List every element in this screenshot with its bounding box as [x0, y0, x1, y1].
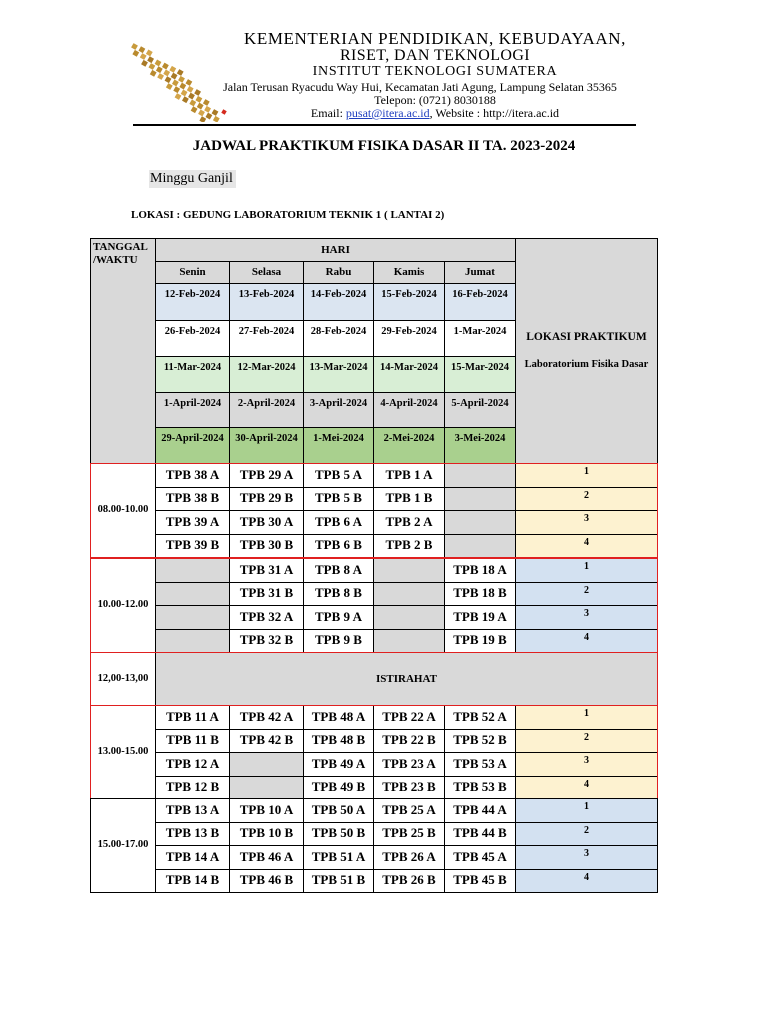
class-cell: TPB 39 B: [155, 534, 230, 559]
class-cell: TPB 53 A: [444, 752, 516, 777]
class-cell: TPB 44 A: [444, 798, 516, 823]
lab-number: 2: [515, 822, 658, 847]
class-cell: TPB 1 B: [373, 487, 445, 512]
class-cell: TPB 42 A: [229, 705, 304, 730]
lab-number: 2: [515, 487, 658, 512]
class-cell: TPB 9 B: [303, 629, 374, 654]
logo-tile: [165, 76, 172, 83]
logo-tile: [166, 83, 173, 90]
class-cell: TPB 26 B: [373, 869, 445, 894]
logo-tile: [156, 66, 163, 73]
class-cell: TPB 25 A: [373, 798, 445, 823]
lab-number: 4: [515, 869, 658, 894]
class-cell: TPB 2 B: [373, 534, 445, 559]
logo-tile: [178, 76, 185, 83]
class-cell: TPB 13 A: [155, 798, 230, 823]
ministry-name-2: RISET, DAN TEKNOLOGI: [339, 47, 531, 64]
date-cell: 1-April-2024: [155, 392, 230, 428]
date-cell: 5-April-2024: [444, 392, 516, 428]
date-cell: 1-Mar-2024: [444, 320, 516, 357]
lokasi-header: [515, 238, 658, 464]
letterhead-divider: [133, 124, 636, 126]
website: , Website : http://itera.ac.id: [429, 106, 560, 120]
empty-cell: [229, 752, 304, 777]
class-cell: TPB 22 B: [373, 729, 445, 754]
date-cell: 3-April-2024: [303, 392, 374, 428]
date-cell: 1-Mei-2024: [303, 427, 374, 464]
date-cell: 29-April-2024: [155, 427, 230, 464]
logo-tile: [150, 70, 157, 77]
class-cell: TPB 10 A: [229, 798, 304, 823]
class-cell: TPB 51 A: [303, 845, 374, 870]
logo-tile: [177, 69, 184, 76]
logo-tile: [172, 79, 179, 86]
class-cell: TPB 31 A: [229, 558, 304, 583]
class-cell: TPB 32 A: [229, 605, 304, 630]
empty-cell: [373, 605, 445, 630]
empty-cell: [155, 558, 230, 583]
class-cell: TPB 11 A: [155, 705, 230, 730]
logo-tile: [147, 56, 154, 63]
empty-cell: [444, 487, 516, 512]
empty-cell: [444, 463, 516, 488]
empty-cell: [373, 558, 445, 583]
empty-cell: [229, 776, 304, 801]
lab-number: 1: [515, 798, 658, 823]
date-cell: 2-April-2024: [229, 392, 304, 428]
class-cell: TPB 2 A: [373, 510, 445, 535]
class-cell: TPB 42 B: [229, 729, 304, 754]
date-cell: 11-Mar-2024: [155, 356, 230, 393]
logo-tile: [157, 73, 164, 80]
empty-cell: [444, 534, 516, 559]
logo-tile: [185, 79, 192, 86]
logo-tile: [163, 69, 170, 76]
class-cell: TPB 30 B: [229, 534, 304, 559]
day-header: Selasa: [229, 261, 304, 284]
date-cell: 13-Feb-2024: [229, 283, 304, 321]
logo-tile: [146, 49, 153, 56]
email-link[interactable]: pusat@itera.ac.id: [345, 106, 430, 120]
logo-tile: [171, 73, 178, 80]
class-cell: TPB 51 B: [303, 869, 374, 894]
class-cell: TPB 13 B: [155, 822, 230, 847]
class-cell: TPB 44 B: [444, 822, 516, 847]
ministry-name: KEMENTERIAN PENDIDIKAN, KEBUDAYAAN,: [243, 29, 627, 48]
logo-tile: [141, 60, 148, 67]
class-cell: TPB 46 A: [229, 845, 304, 870]
day-header: Kamis: [373, 261, 445, 284]
date-cell: 4-April-2024: [373, 392, 445, 428]
class-cell: TPB 50 B: [303, 822, 374, 847]
location-line: LOKASI : GEDUNG LABORATORIUM TEKNIK 1 ( LANTAI 2): [131, 209, 445, 221]
class-cell: TPB 11 B: [155, 729, 230, 754]
class-cell: TPB 52 B: [444, 729, 516, 754]
phone: Telepon: (0721) 8030188: [374, 93, 496, 107]
contact-line: [190, 106, 680, 121]
class-cell: TPB 48 A: [303, 705, 374, 730]
class-cell: TPB 19 A: [444, 605, 516, 630]
class-cell: TPB 12 A: [155, 752, 230, 777]
date-cell: 27-Feb-2024: [229, 320, 304, 357]
time-slot: 10.00-12.00: [90, 558, 156, 653]
class-cell: TPB 6 A: [303, 510, 374, 535]
class-cell: TPB 48 B: [303, 729, 374, 754]
logo-tile: [132, 50, 139, 57]
institute-name: INSTITUT TEKNOLOGI SUMATERA: [312, 64, 558, 79]
class-cell: TPB 52 A: [444, 705, 516, 730]
logo-tile: [175, 93, 182, 100]
date-cell: 26-Feb-2024: [155, 320, 230, 357]
day-header: Jumat: [444, 261, 516, 284]
date-cell: 2-Mei-2024: [373, 427, 445, 464]
lokasi-title: LOKASI PRAKTIKUM: [526, 331, 647, 344]
class-cell: TPB 30 A: [229, 510, 304, 535]
class-cell: TPB 53 B: [444, 776, 516, 801]
lab-number: 3: [515, 845, 658, 870]
class-cell: TPB 29 B: [229, 487, 304, 512]
lab-number: 3: [515, 752, 658, 777]
time-slot: 08.00-10.00: [90, 463, 156, 558]
class-cell: TPB 25 B: [373, 822, 445, 847]
lab-number: 4: [515, 534, 658, 559]
class-cell: TPB 10 B: [229, 822, 304, 847]
class-cell: TPB 14 B: [155, 869, 230, 894]
address: Jalan Terusan Ryacudu Way Hui, Kecamatan Jati Agung, Lampung Selatan 35365: [223, 80, 617, 94]
lab-number: 3: [515, 605, 658, 630]
lab-number: 2: [515, 582, 658, 607]
time-slot: 13.00-15.00: [90, 705, 156, 800]
class-cell: TPB 39 A: [155, 510, 230, 535]
logo-tile: [138, 46, 145, 53]
class-cell: TPB 1 A: [373, 463, 445, 488]
empty-cell: [155, 629, 230, 654]
date-cell: 3-Mei-2024: [444, 427, 516, 464]
class-cell: TPB 9 A: [303, 605, 374, 630]
class-cell: TPB 38 A: [155, 463, 230, 488]
date-cell: 12-Feb-2024: [155, 283, 230, 321]
logo-tile: [148, 63, 155, 70]
class-cell: TPB 23 A: [373, 752, 445, 777]
class-cell: TPB 31 B: [229, 582, 304, 607]
empty-cell: [444, 510, 516, 535]
logo-tile: [162, 63, 169, 70]
time-slot: 15.00-17.00: [90, 798, 156, 893]
date-cell: 28-Feb-2024: [303, 320, 374, 357]
class-cell: TPB 38 B: [155, 487, 230, 512]
class-cell: TPB 12 B: [155, 776, 230, 801]
day-header: Rabu: [303, 261, 374, 284]
date-cell: 29-Feb-2024: [373, 320, 445, 357]
week-label: Minggu Ganjil: [149, 170, 236, 188]
class-cell: TPB 29 A: [229, 463, 304, 488]
logo-tile: [169, 66, 176, 73]
email-label: Email:: [310, 106, 343, 120]
class-cell: TPB 26 A: [373, 845, 445, 870]
lab-number: 4: [515, 776, 658, 801]
lab-number: 1: [515, 705, 658, 730]
date-cell: 15-Feb-2024: [373, 283, 445, 321]
class-cell: TPB 49 A: [303, 752, 374, 777]
empty-cell: [155, 605, 230, 630]
logo-tile: [181, 89, 188, 96]
date-cell: 12-Mar-2024: [229, 356, 304, 393]
empty-cell: [373, 629, 445, 654]
class-cell: TPB 49 B: [303, 776, 374, 801]
class-cell: TPB 45 B: [444, 869, 516, 894]
logo-tile: [131, 43, 138, 50]
break-label: ISTIRAHAT: [155, 652, 658, 706]
lab-number: 1: [515, 558, 658, 583]
logo-tile: [187, 86, 194, 93]
empty-cell: [155, 582, 230, 607]
date-cell: 14-Mar-2024: [373, 356, 445, 393]
class-cell: TPB 19 B: [444, 629, 516, 654]
class-cell: TPB 6 B: [303, 534, 374, 559]
lab-number: 3: [515, 510, 658, 535]
class-cell: TPB 23 B: [373, 776, 445, 801]
empty-cell: [373, 582, 445, 607]
corner-header: TANGGAL /WAKTU: [90, 238, 156, 464]
lab-number: 2: [515, 729, 658, 754]
class-cell: TPB 50 A: [303, 798, 374, 823]
class-cell: TPB 18 B: [444, 582, 516, 607]
lab-number: 4: [515, 629, 658, 654]
lab-number: 1: [515, 463, 658, 488]
hari-header: HARI: [155, 238, 516, 262]
logo-tile: [182, 96, 189, 103]
class-cell: TPB 8 B: [303, 582, 374, 607]
day-header: Senin: [155, 261, 230, 284]
date-cell: 16-Feb-2024: [444, 283, 516, 321]
class-cell: TPB 32 B: [229, 629, 304, 654]
date-cell: 15-Mar-2024: [444, 356, 516, 393]
logo-tile: [140, 53, 147, 60]
class-cell: TPB 18 A: [444, 558, 516, 583]
date-cell: 13-Mar-2024: [303, 356, 374, 393]
logo-tile: [155, 59, 162, 66]
class-cell: TPB 5 A: [303, 463, 374, 488]
break-time: 12,00-13,00: [90, 652, 156, 706]
class-cell: TPB 5 B: [303, 487, 374, 512]
logo-tile: [179, 83, 186, 90]
document-title: JADWAL PRAKTIKUM FISIKA DASAR II TA. 2023-2024: [192, 138, 576, 154]
class-cell: TPB 46 B: [229, 869, 304, 894]
date-cell: 30-April-2024: [229, 427, 304, 464]
class-cell: TPB 22 A: [373, 705, 445, 730]
class-cell: TPB 14 A: [155, 845, 230, 870]
logo-tile: [173, 86, 180, 93]
date-cell: 14-Feb-2024: [303, 283, 374, 321]
lokasi-lab-name: Laboratorium Fisika Dasar: [524, 358, 649, 370]
class-cell: TPB 45 A: [444, 845, 516, 870]
class-cell: TPB 8 A: [303, 558, 374, 583]
